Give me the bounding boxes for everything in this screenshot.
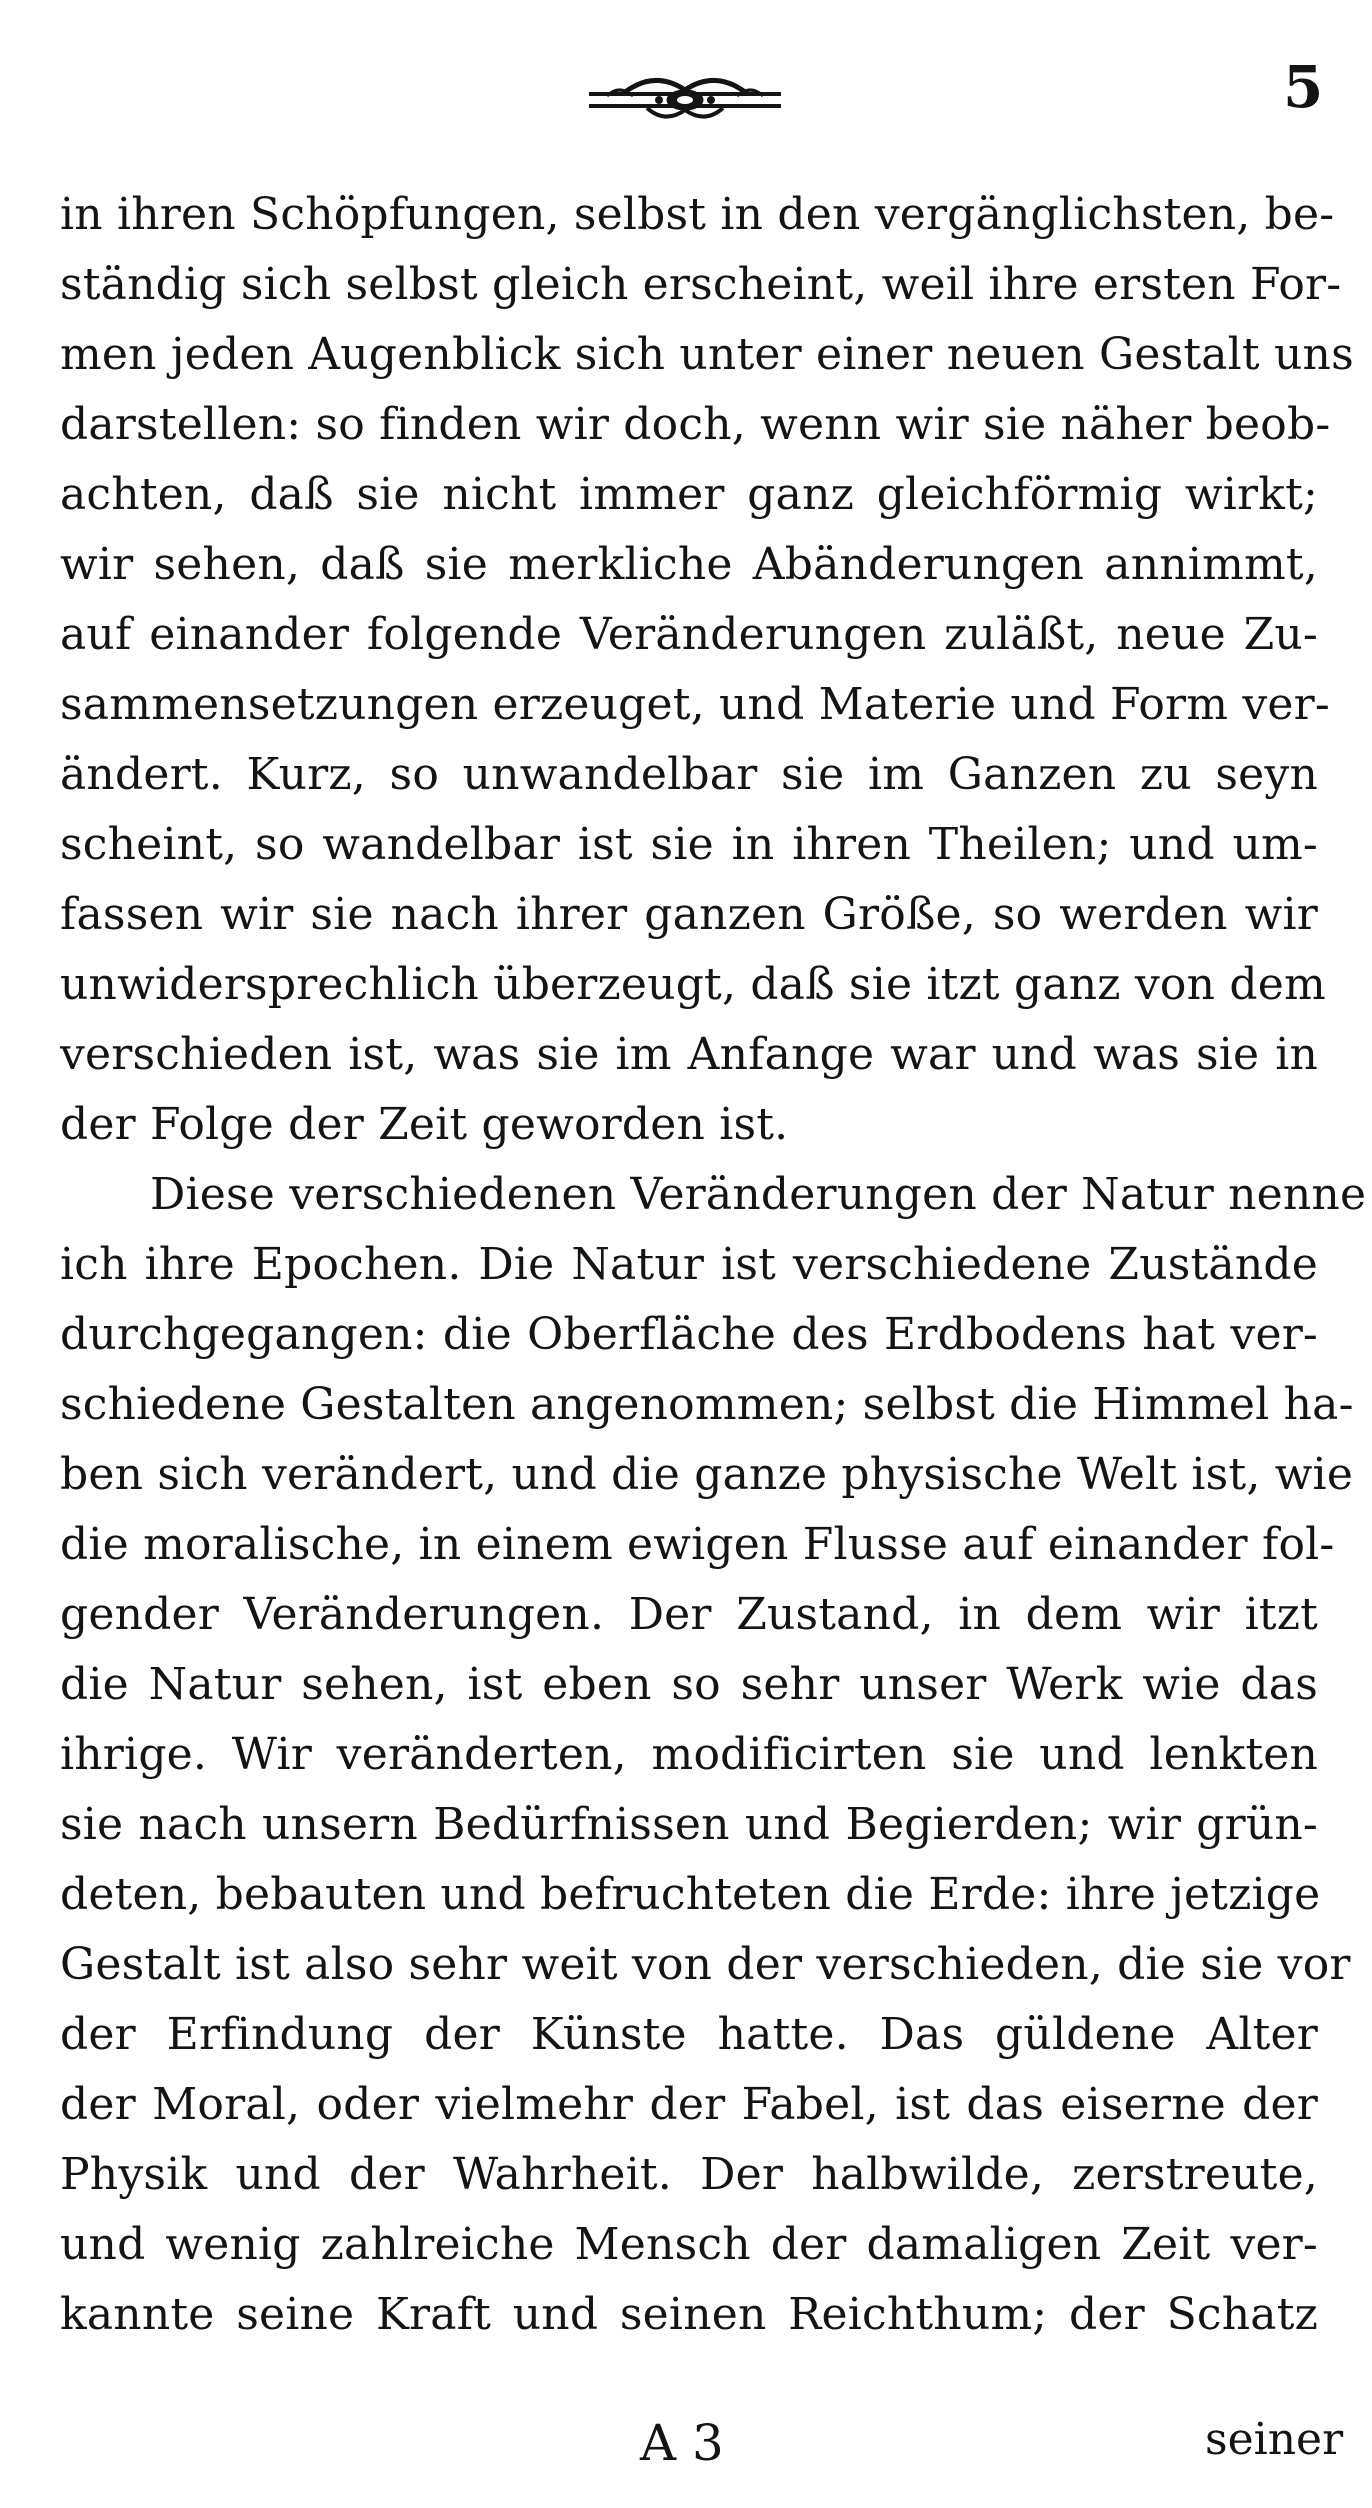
- text-line: darstellen: so finden wir doch, wenn wir sie näher beob-: [60, 399, 1331, 450]
- text-line: in ihren Schöpfungen, selbst in den vergänglichsten, be-: [60, 189, 1335, 240]
- text-line: durchgegangen: die Oberfläche des Erdbodens hat ver-: [60, 1309, 1318, 1360]
- text-line: scheint, so wandelbar ist sie in ihren Theilen; und um-: [60, 819, 1318, 870]
- text-line: fassen wir sie nach ihrer ganzen Größe, so werden wir: [60, 889, 1318, 940]
- text-line: auf einander folgende Veränderungen zuläßt, neue Zu-: [60, 609, 1318, 660]
- text-line: der Erfindung der Künste hatte. Das güldene Alter: [60, 2009, 1318, 2060]
- text-line: wir sehen, daß sie merkliche Abänderungen annimmt,: [60, 539, 1318, 590]
- text-line: ben sich verändert, und die ganze physische Welt ist, wie: [60, 1449, 1354, 1500]
- text-line: deten, bebauten und befruchteten die Erde: ihre jetzige: [60, 1869, 1321, 1920]
- paragraph-end-line: der Folge der Zeit geworden ist.: [60, 1099, 789, 1150]
- text-line: ich ihre Epochen. Die Natur ist verschiedene Zustände: [60, 1239, 1318, 1290]
- text-line: die Natur sehen, ist eben so sehr unser Werk wie das: [60, 1659, 1318, 1710]
- text-line: achten, daß sie nicht immer ganz gleichförmig wirkt;: [60, 469, 1318, 520]
- text-line: ständig sich selbst gleich erscheint, weil ihre ersten For-: [60, 259, 1342, 310]
- text-line: kannte seine Kraft und seinen Reichthum; der Schatz: [60, 2289, 1318, 2340]
- paragraph-start-line: Diese verschiedenen Veränderungen der Natur nenne: [150, 1169, 1367, 1220]
- text-line: men jeden Augenblick sich unter einer neuen Gestalt uns: [60, 329, 1354, 380]
- text-line: und wenig zahlreiche Mensch der damaligen Zeit ver-: [60, 2219, 1318, 2270]
- text-line: gender Veränderungen. Der Zustand, in dem wir itzt: [60, 1589, 1318, 1640]
- text-line: ändert. Kurz, so unwandelbar sie im Ganzen zu seyn: [60, 749, 1318, 800]
- text-line: schiedene Gestalten angenommen; selbst die Himmel ha-: [60, 1379, 1354, 1430]
- printer-ornament-icon: [585, 68, 785, 128]
- text-line: der Moral, oder vielmehr der Fabel, ist das eiserne der: [60, 2079, 1318, 2130]
- text-line: ihrige. Wir veränderten, modificirten sie und lenkten: [60, 1729, 1318, 1780]
- text-line: sie nach unsern Bedürfnissen und Begierden; wir grün-: [60, 1799, 1318, 1850]
- text-line: Physik und der Wahrheit. Der halbwilde, zerstreute,: [60, 2149, 1318, 2200]
- text-line: Gestalt ist also sehr weit von der verschieden, die sie vor: [60, 1939, 1351, 1990]
- page-number: 5: [1283, 53, 1324, 121]
- text-line: unwidersprechlich überzeugt, daß sie itzt ganz von dem: [60, 959, 1326, 1010]
- text-line: sammensetzungen erzeuget, und Materie und Form ver-: [60, 679, 1330, 730]
- catchword: seiner: [1205, 2414, 1344, 2465]
- text-line: die moralische, in einem ewigen Flusse auf einander fol-: [60, 1519, 1335, 1570]
- text-line: verschieden ist, was sie im Anfange war und was sie in: [60, 1029, 1318, 1080]
- signature-mark: A 3: [640, 2414, 724, 2472]
